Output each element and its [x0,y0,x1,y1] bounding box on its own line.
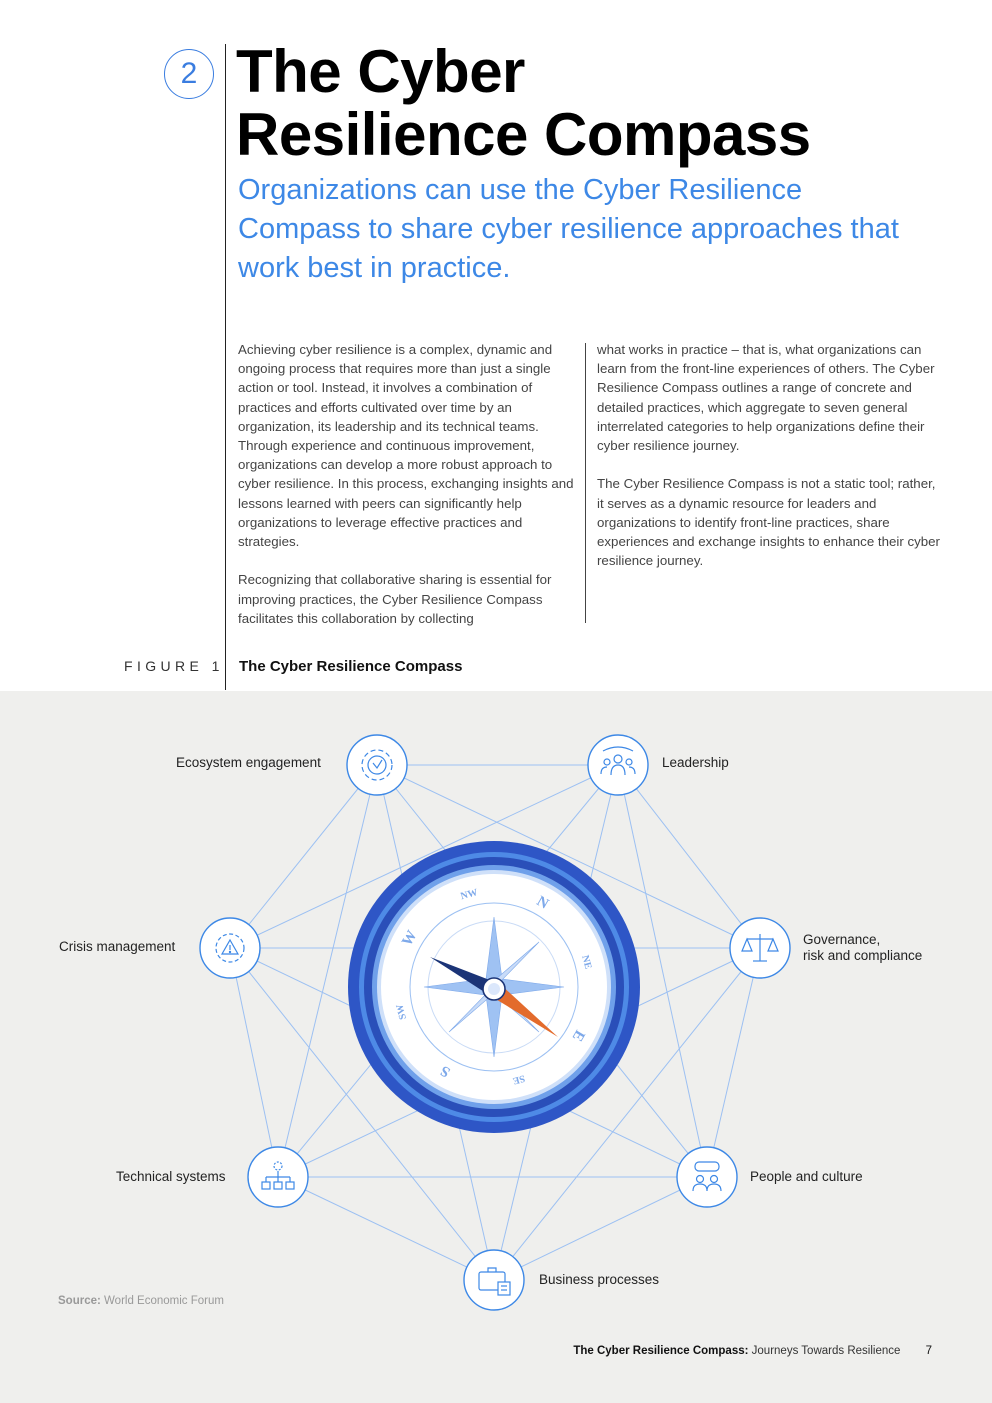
compass-point-letter: SW [394,1002,410,1021]
team-icon [588,735,648,795]
page-title-line-2: Resilience Compass [236,101,811,168]
compass-point-letter: NW [459,887,479,903]
source-text: World Economic Forum [104,1295,224,1307]
compass-point-letter: S [437,1062,454,1081]
page-title-line-1: The Cyber [236,38,525,105]
page-subtitle: Organizations can use the Cyber Resilience Compass to share cyber resilience approaches that work best in practice. [238,174,899,284]
network-link [278,1177,494,1280]
body-paragraph: Recognizing that collaborative sharing is essential for improving practices, the Cyber Resilience Compass facilitates this collaboration by collecting [238,572,552,626]
gear-warning-icon [200,918,260,978]
network-link [618,765,760,948]
page-title [236,40,936,166]
page-number: 7 [925,1345,932,1357]
source-note [58,1295,224,1307]
compass-point-letter: E [568,1027,588,1044]
node-label-ecosystem: Ecosystem engagement [176,755,321,770]
figure-panel [0,691,992,1403]
compass-point-letter: W [399,928,421,949]
body-column-left [238,340,578,647]
briefcase-calculator-icon [464,1250,524,1310]
cycle-gear-icon [347,735,407,795]
compass-graphic [348,841,640,1133]
compass-point-letter: N [533,893,552,913]
chat-people-icon [677,1147,737,1207]
network-link [707,948,760,1177]
header-divider [225,44,226,690]
node-label-governance-line-2: risk and compliance [803,948,923,963]
node-label-business: Business processes [539,1272,660,1287]
footer-report-subtitle: Journeys Towards Resilience [751,1345,901,1357]
node-label-crisis: Crisis management [59,939,176,954]
node-label-technical: Technical systems [116,1169,226,1184]
node-label-governance [803,932,922,964]
figure-title: The Cyber Resilience Compass [239,658,463,675]
footer-report-title: The Cyber Resilience Compass: [573,1345,749,1357]
body-paragraph: The Cyber Resilience Compass is not a static tool; rather, it serves as a dynamic resource for leaders and organizations to identify front-line practices, share experiences and exchange insights to enhance their cyber resilience journey. [597,476,940,569]
hierarchy-icon [248,1147,308,1207]
network-link [494,1177,707,1280]
scales-icon [730,918,790,978]
compass-point-letter: NE [579,954,594,971]
node-label-people: People and culture [750,1169,863,1184]
body-paragraph: Achieving cyber resilience is a complex, dynamic and ongoing process that requires more than just a single action or tool. Instead, it involves a combination of practices and efforts cultivated over time by an organization, its leadership and its technical teams. Through experience and continuous improvement, organizations can develop a more robust approach to cyber resilience. In this process, exchanging insights and lessons learned with peers can significantly help organizations to leverage effective practices and strategies. [238,342,574,550]
source-label: Source: [58,1295,101,1307]
chapter-number-badge: 2 [164,49,214,99]
node-label-governance-line-1: Governance, [803,932,881,947]
figure-label: FIGURE 1 [124,658,224,674]
body-paragraph: what works in practice – that is, what organizations can learn from the front-line experiences of others. The Cyber Resilience Compass outlines a range of concrete and detailed practices, which aggregate to seven general interrelated categories to help organizations define their cyber resilience journey. [597,342,935,454]
compass-point-letter: SE [511,1072,527,1087]
node-label-leadership: Leadership [662,755,729,770]
column-divider [585,343,586,623]
network-link [230,948,278,1177]
page-footer [0,1345,932,1357]
body-column-right [597,340,942,590]
